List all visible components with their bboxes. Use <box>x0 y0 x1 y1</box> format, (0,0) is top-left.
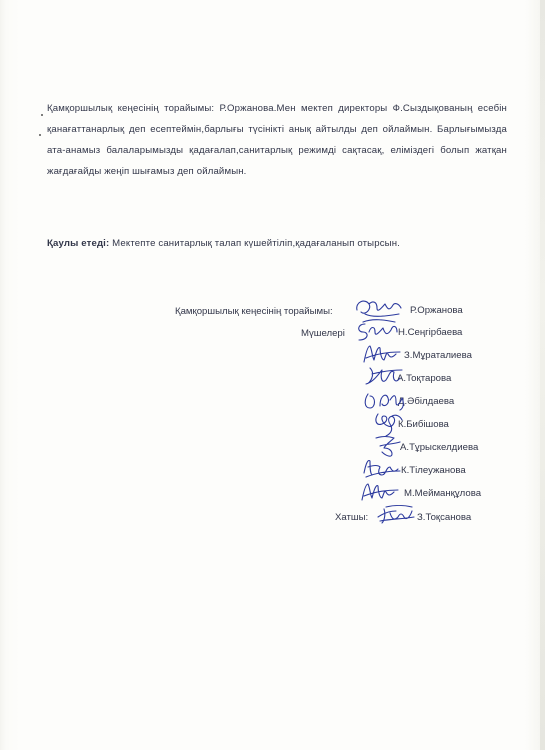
statement-lead: Қамқоршылық кеңесінің торайымы: <box>47 103 215 114</box>
secretary-name: З.Тоқсанова <box>417 512 472 523</box>
statement-text: Р.Оржанова.Мен мектеп директоры Ф.Сыздықованың есебін қанағаттанарлық деп есептеймін,барлығы түсінікті анық айтылды деп ойлаймын. Барлығымызда ата-анамыз балаларымызды қадағалап,санитарлық режимді сақтасақ, еліміздегі болып жатқан жағдағайды жеңіп шығамыз деп ойлаймын. <box>47 103 507 177</box>
member-name: А.Тоқтарова <box>397 373 452 384</box>
member-name: З.Мұраталиева <box>404 350 472 361</box>
member-name: А.Тұрыскелдиева <box>400 442 479 453</box>
member-signature <box>355 318 401 344</box>
member-name: Н.Сеңгірбаева <box>398 327 463 338</box>
secretary-signature <box>376 503 418 529</box>
resolution-lead: Қаулы етеді: <box>47 238 110 249</box>
member-signature <box>364 364 404 388</box>
members-label: Мүшелері <box>301 328 345 339</box>
member-name: К.Тілеужанова <box>401 465 466 476</box>
member-signature <box>360 455 404 481</box>
member-signature <box>362 342 402 364</box>
secretary-label: Хатшы: <box>335 512 369 523</box>
chair-label: Қамқоршылық кеңесінің торайымы: <box>175 306 333 317</box>
member-signature <box>360 480 400 502</box>
member-name: Д.Әбілдаева <box>398 396 455 407</box>
chair-name: Р.Оржанова <box>410 305 463 316</box>
member-name: К.Бибішова <box>398 419 449 430</box>
member-name: М.Мейманқұлова <box>404 488 482 499</box>
resolution-text: Мектепте санитарлық талап күшейтіліп,қадағаланып отырсын. <box>109 238 400 249</box>
